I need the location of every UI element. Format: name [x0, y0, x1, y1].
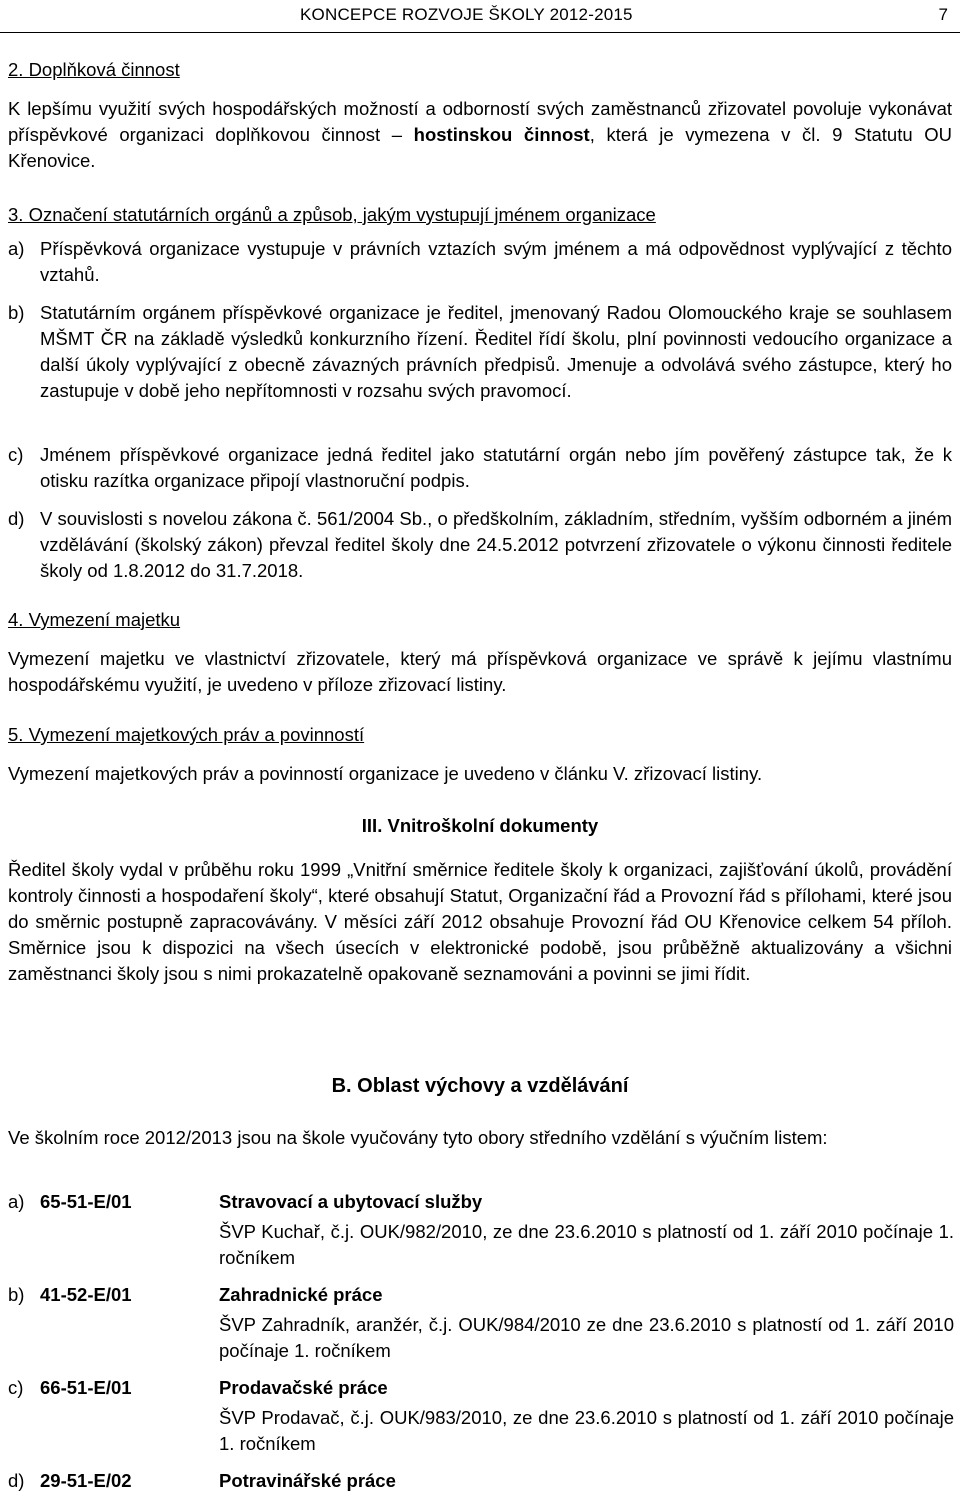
list-marker: c)	[8, 1377, 24, 1398]
list-item-c	[8, 442, 952, 494]
part-b-intro: Ve školním roce 2012/2013 jsou na škole vyučovány tyto obory středního vzdělání s výučním listem:	[8, 1127, 828, 1148]
list-marker: a)	[8, 1191, 25, 1212]
page-header	[0, 2, 960, 32]
list-item-d	[8, 506, 952, 584]
section-5-paragraph: Vymezení majetkových práv a povinností organizace je uvedeno v článku V. zřizovací listiny.	[8, 763, 763, 784]
list-item-a	[8, 236, 952, 288]
section-5-heading: 5. Vymezení majetkových práv a povinností	[8, 724, 365, 745]
page-number: 7	[938, 5, 948, 24]
section-4-heading: 4. Vymezení majetku	[8, 609, 181, 630]
part-b-heading: B. Oblast výchovy a vzdělávání	[331, 1075, 629, 1097]
section-2-heading: 2. Doplňková činnost	[8, 59, 180, 80]
chapter-iii-paragraph: Ředitel školy vydal v průběhu roku 1999 „Vnitřní směrnice ředitele školy k organizaci, zajišťování úkolů, provádění kontroly činnosti a hospodaření školy“, které obsahují Statut, Organizační řád a Provozní řád s přílohami, které jsou do směrnic postupně zapracovávány. V měsíci září 2012 obsahuje Provozní řád OU Křenovice celkem 54 příloh. Směrnice jsou k dispozici na všech úsecích v elektronické podobě, jsou průběžně aktualizovány a všichni zaměstnanci školy jsou s nimi prokazatelně opakovaně seznamováni a povinni se jimi řídit.	[8, 859, 952, 984]
document-title: KONCEPCE ROZVOJE ŠKOLY 2012-2015	[300, 5, 633, 24]
section-2-text-bold: hostinskou činnost	[413, 124, 590, 145]
obor-svp: ŠVP Prodavač, č.j. OUK/983/2010, ze dne 23.6.2010 s platností od 1. září 2010 počínaje 1. ročníkem	[219, 1407, 954, 1454]
chapter-iii-heading: III. Vnitroškolní dokumenty	[361, 815, 599, 836]
section-3-heading: 3. Označení statutárních orgánů a způsob, jakým vystupují jménem organizace	[8, 204, 656, 225]
obor-name: Stravovací a ubytovací služby	[219, 1191, 483, 1212]
list-item-text: V souvislosti s novelou zákona č. 561/2004 Sb., o předškolním, základním, středním, vyšším odborném a jiném vzdělávání (školský zákon) převzal ředitel školy dne 24.5.2012 potvrzení zřizovatele o výkonu činnosti ředitele školy od 1.8.2012 do 31.7.2018.	[40, 508, 952, 581]
list-item-text: Jménem příspěvkové organizace jedná ředitel jako statutární orgán nebo jím pověřený zástupce tak, že k otisku razítka organizace připojí vlastnoruční podpis.	[40, 444, 952, 491]
list-item-text: Příspěvková organizace vystupuje v právních vztazích svým jménem a má odpovědnost vyplývající z těchto vztahů.	[40, 238, 952, 285]
obor-svp: ŠVP Zahradník, aranžér, č.j. OUK/984/2010 ze dne 23.6.2010 s platností od 1. září 2010 počínaje 1. ročníkem	[219, 1314, 954, 1361]
list-marker: a)	[8, 238, 25, 259]
list-marker: b)	[8, 302, 25, 323]
section-2-text-pre: K lepšímu využití svých hospodářských možností a odborností svých zaměstnanců zřizovatel povoluje vykonávat příspěvkové organizaci doplňkovou činnost –	[8, 98, 952, 145]
section-4-paragraph: Vymezení majetku ve vlastnictví zřizovatele, který má příspěvková organizace ve správě k jejímu vlastnímu hospodářskému využití, je uvedeno v příloze zřizovací listiny.	[8, 648, 952, 695]
list-marker: d)	[8, 508, 25, 529]
obor-code: 29-51-E/02	[40, 1470, 132, 1491]
obor-name: Potravinářské práce	[219, 1470, 396, 1491]
list-marker: b)	[8, 1284, 25, 1305]
obor-code: 65-51-E/01	[40, 1191, 132, 1212]
section-2-text-post: , která je vymezena v čl. 9 Statutu OU Křenovice.	[8, 124, 952, 171]
obor-svp: ŠVP Kuchař, č.j. OUK/982/2010, ze dne 23.6.2010 s platností od 1. září 2010 počínaje 1. ročníkem	[219, 1221, 954, 1268]
list-item-text: Statutárním orgánem příspěvkové organizace je ředitel, jmenovaný Radou Olomouckého kraje se souhlasem MŠMT ČR na základě výsledků konkurzního řízení. Ředitel řídí školu, plní povinnosti vedoucího organizace a další úkoly vyplývající z obecně závazných právních předpisů. Jmenuje a odvolává svého zástupce, který ho zastupuje v době jeho nepřítomnosti v rozsahu svých pravomocí.	[40, 302, 952, 401]
obor-code: 66-51-E/01	[40, 1377, 132, 1398]
obor-name: Zahradnické práce	[219, 1284, 383, 1305]
list-item-b	[8, 300, 952, 404]
list-marker: d)	[8, 1470, 25, 1491]
header-rule	[0, 32, 960, 33]
obor-name: Prodavačské práce	[219, 1377, 388, 1398]
obor-code: 41-52-E/01	[40, 1284, 132, 1305]
section-2-paragraph	[8, 96, 952, 174]
list-marker: c)	[8, 444, 24, 465]
